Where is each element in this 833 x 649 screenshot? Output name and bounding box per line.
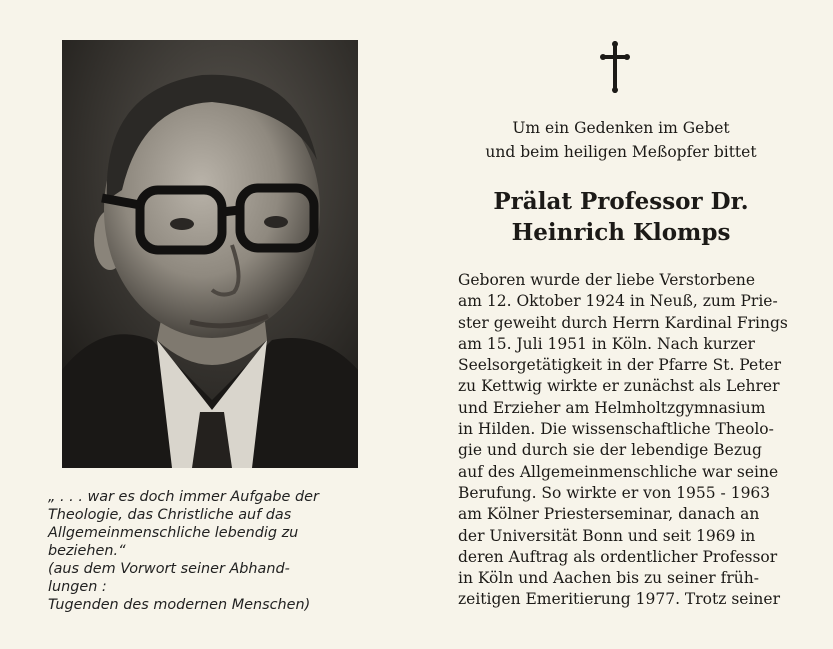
invitation-line: Um ein Gedenken im Gebet xyxy=(512,119,730,137)
biography xyxy=(458,270,788,611)
quote-line: Tugenden des modernen Menschen) xyxy=(48,597,311,613)
name-line: Prälat Professor Dr. xyxy=(493,188,749,215)
cross-icon xyxy=(600,41,630,93)
biography-line: in Hilden. Die wissenschaftliche Theolo- xyxy=(458,420,774,439)
biography-line: Seelsorgetätigkeit in der Pfarre St. Peter xyxy=(458,356,782,375)
biography-line: am Kölner Priesterseminar, danach an xyxy=(458,505,760,524)
quote-line: Allgemeinmenschliche lebendig zu xyxy=(48,525,299,541)
biography-line: ster geweiht durch Herrn Kardinal Frings xyxy=(458,313,788,332)
biography-line: und Erzieher am Helmholtzgymnasium xyxy=(458,398,766,417)
biography-line: zu Kettwig wirkte er zunächst als Lehrer xyxy=(458,377,780,396)
biography-line: gie und durch sie der lebendige Bezug xyxy=(458,441,762,460)
biography-line: auf des Allgemeinmenschliche war seine xyxy=(458,462,779,481)
quotation xyxy=(48,488,378,614)
portrait-photo xyxy=(62,40,358,468)
biography-line: deren Auftrag als ordentlicher Professor xyxy=(458,547,778,566)
prayer-invitation xyxy=(456,116,786,164)
biography-line: am 15. Juli 1951 in Köln. Nach kurzer xyxy=(458,334,755,353)
biography-line: zeitigen Emeritierung 1977. Trotz seiner xyxy=(458,590,780,609)
invitation-line: und beim heiligen Meßopfer bittet xyxy=(485,143,757,161)
quote-line: (aus dem Vorwort seiner Abhand- xyxy=(48,561,290,577)
biography-line: am 12. Oktober 1924 in Neuß, zum Prie- xyxy=(458,292,778,311)
name-line: Heinrich Klomps xyxy=(511,219,731,246)
portrait-illustration xyxy=(62,40,358,468)
quote-line: Theologie, das Christliche auf das xyxy=(48,507,292,523)
biography-line: der Universität Bonn und seit 1969 in xyxy=(458,526,756,545)
biography-line: Geboren wurde der liebe Verstorbene xyxy=(458,271,756,289)
quote-line: „ . . . war es doch immer Aufgabe der xyxy=(48,489,319,505)
quote-line: lungen : xyxy=(48,579,107,595)
biography-line: in Köln und Aachen bis zu seiner früh- xyxy=(458,569,759,588)
quote-line: beziehen.“ xyxy=(48,543,126,559)
biography-line: Berufung. So wirkte er von 1955 - 1963 xyxy=(458,483,771,502)
deceased-name xyxy=(456,186,786,248)
